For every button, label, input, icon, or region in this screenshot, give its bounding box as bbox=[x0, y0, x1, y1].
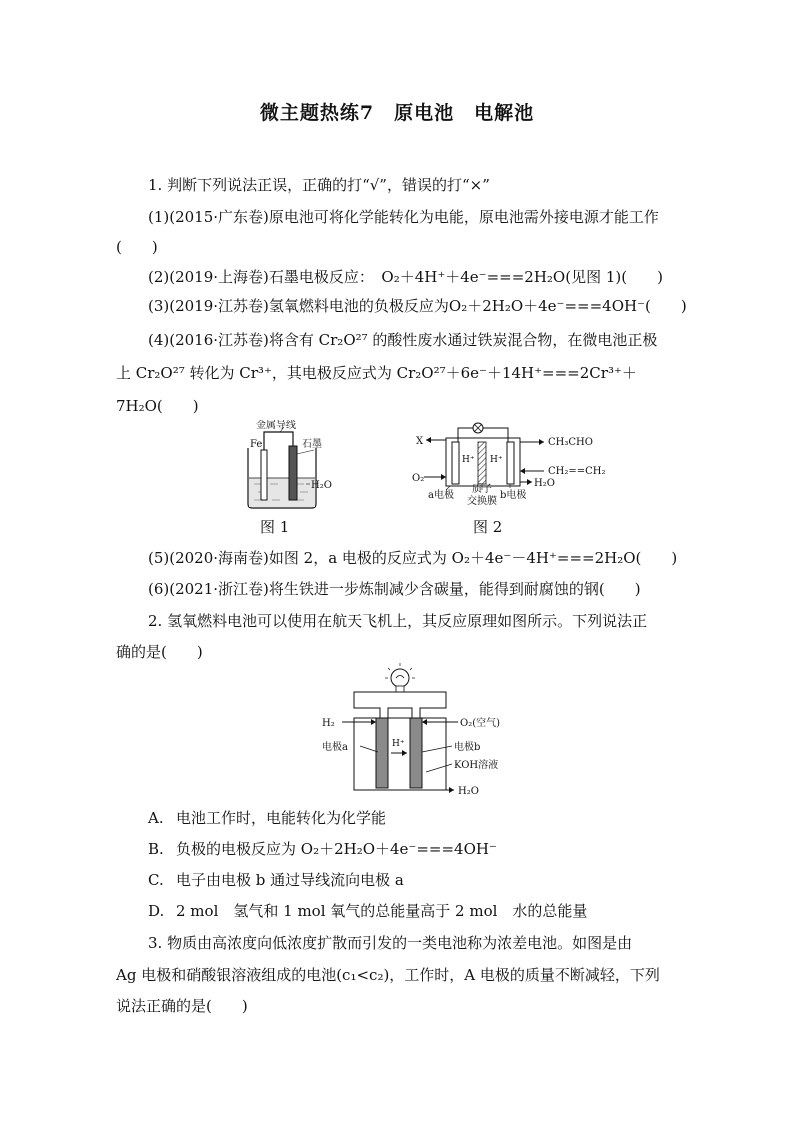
figure-1-graphite-iron-cell bbox=[236, 420, 346, 515]
option-text: 电子由电极 b 通过导线流向电极 a bbox=[176, 871, 404, 889]
fig2-a-electrode-label: a电极 bbox=[428, 490, 454, 501]
fig2-ethene-label: CH₂==CH₂ bbox=[548, 466, 606, 477]
fig3-koh-label: KOH溶液 bbox=[454, 760, 499, 771]
option-letter: B. bbox=[148, 840, 164, 858]
fig2-ch3cho-label: CH₃CHO bbox=[548, 437, 593, 448]
q1-item-4-cont: 上 Cr₂O²⁷ 转化为 Cr³⁺，其电极反应式为 Cr₂O²⁷＋6e⁻＋14H⁺===2Cr³⁺＋ bbox=[116, 364, 637, 382]
fig2-membrane-label-2: 交换膜 bbox=[467, 496, 497, 507]
fig3-o2-label: O₂(空气) bbox=[460, 718, 501, 729]
q2-option-d[interactable] bbox=[148, 901, 713, 921]
q3-stem-cont: Ag 电极和硝酸银溶液组成的电池(c₁<c₂)，工作时，A 电极的质量不断减轻，下列 bbox=[116, 966, 660, 984]
q1-item-1: (1)(2015·广东卷)原电池可将化学能转化为电能，原电池需外接电源才能工作 bbox=[148, 208, 659, 226]
option-letter: A. bbox=[148, 809, 164, 827]
q2-option-c[interactable] bbox=[148, 870, 713, 890]
q2-option-a[interactable] bbox=[148, 808, 713, 828]
option-text: 负极的电极反应为 O₂＋2H₂O＋4e⁻===4OH⁻ bbox=[176, 840, 497, 858]
q1-item-2: (2)(2019·上海卷)石墨电极反应： O₂＋4H⁺＋4e⁻===2H₂O(见图 1)( ) bbox=[148, 268, 663, 286]
fig1-graphite-label: 石墨 bbox=[302, 439, 322, 450]
q1-item-1-answer-blank: ( ) bbox=[116, 238, 158, 256]
q1-item-3: (3)(2019·江苏卷)氢氧燃料电池的负极反应为O₂＋2H₂O＋4e⁻===4OH⁻( ) bbox=[148, 297, 687, 315]
fig2-hplus-right: H⁺ bbox=[490, 455, 503, 465]
figure-2-proton-exchange-cell bbox=[410, 420, 610, 512]
option-text: 电池工作时，电能转化为化学能 bbox=[176, 809, 387, 827]
fig3-hplus-label: H⁺ bbox=[392, 739, 405, 749]
fig1-fe-label: Fe bbox=[250, 439, 263, 450]
fig2-h2o-label: H₂O bbox=[534, 478, 555, 489]
q1-item-4: (4)(2016·江苏卷)将含有 Cr₂O²⁷ 的酸性废水通过铁炭混合物，在微电池正极 bbox=[148, 331, 658, 349]
fig2-hplus-left: H⁺ bbox=[462, 455, 475, 465]
q1-item-4-end: 7H₂O( ) bbox=[116, 397, 199, 415]
fig3-h2-label: H₂ bbox=[322, 718, 335, 729]
q2-stem: 2. 氢氧燃料电池可以使用在航天飞机上，其反应原理如图所示。下列说法正 bbox=[148, 612, 648, 630]
q1-stem: 1. 判断下列说法正误，正确的打“√”，错误的打“×” bbox=[148, 176, 490, 194]
option-letter: C. bbox=[148, 871, 164, 889]
fig3-electrode-a-label: 电极a bbox=[322, 742, 348, 753]
q2-stem-cont: 确的是( ) bbox=[116, 643, 203, 661]
fig1-wire-label: 金属导线 bbox=[256, 420, 296, 431]
fig3-h2o-label: H₂O bbox=[458, 786, 479, 797]
fig2-membrane-label-1: 质子 bbox=[472, 484, 492, 495]
option-text: 2 mol 氢气和 1 mol 氧气的总能量高于 2 mol 水的总能量 bbox=[176, 902, 588, 920]
figure-2-caption: 图 2 bbox=[473, 518, 503, 536]
page-title: 微主题热练7 原电池 电解池 bbox=[259, 102, 535, 124]
option-letter: D. bbox=[148, 902, 165, 920]
fig2-o2-label: O₂ bbox=[412, 473, 425, 484]
q3-stem-end: 说法正确的是( ) bbox=[116, 997, 248, 1015]
fig1-water-label: H₂O bbox=[311, 480, 332, 491]
figure-1-caption: 图 1 bbox=[260, 518, 290, 536]
fig2-x-label: X bbox=[416, 436, 424, 447]
fig2-b-electrode-label: b电极 bbox=[500, 490, 527, 501]
q1-item-6: (6)(2021·浙江卷)将生铁进一步炼制减少含碳量，能得到耐腐蚀的钢( ) bbox=[148, 580, 641, 598]
q3-stem: 3. 物质由高浓度向低浓度扩散而引发的一类电池称为浓差电池。如图是由 bbox=[148, 934, 633, 952]
fig3-electrode-b-label: 电极b bbox=[454, 742, 481, 753]
q1-item-5: (5)(2020·海南卷)如图 2，a 电极的反应式为 O₂＋4e⁻－4H⁺===2H₂O( ) bbox=[148, 549, 678, 567]
q2-option-b[interactable] bbox=[148, 839, 713, 859]
figure-3-hydrogen-oxygen-fuel-cell bbox=[318, 660, 518, 800]
